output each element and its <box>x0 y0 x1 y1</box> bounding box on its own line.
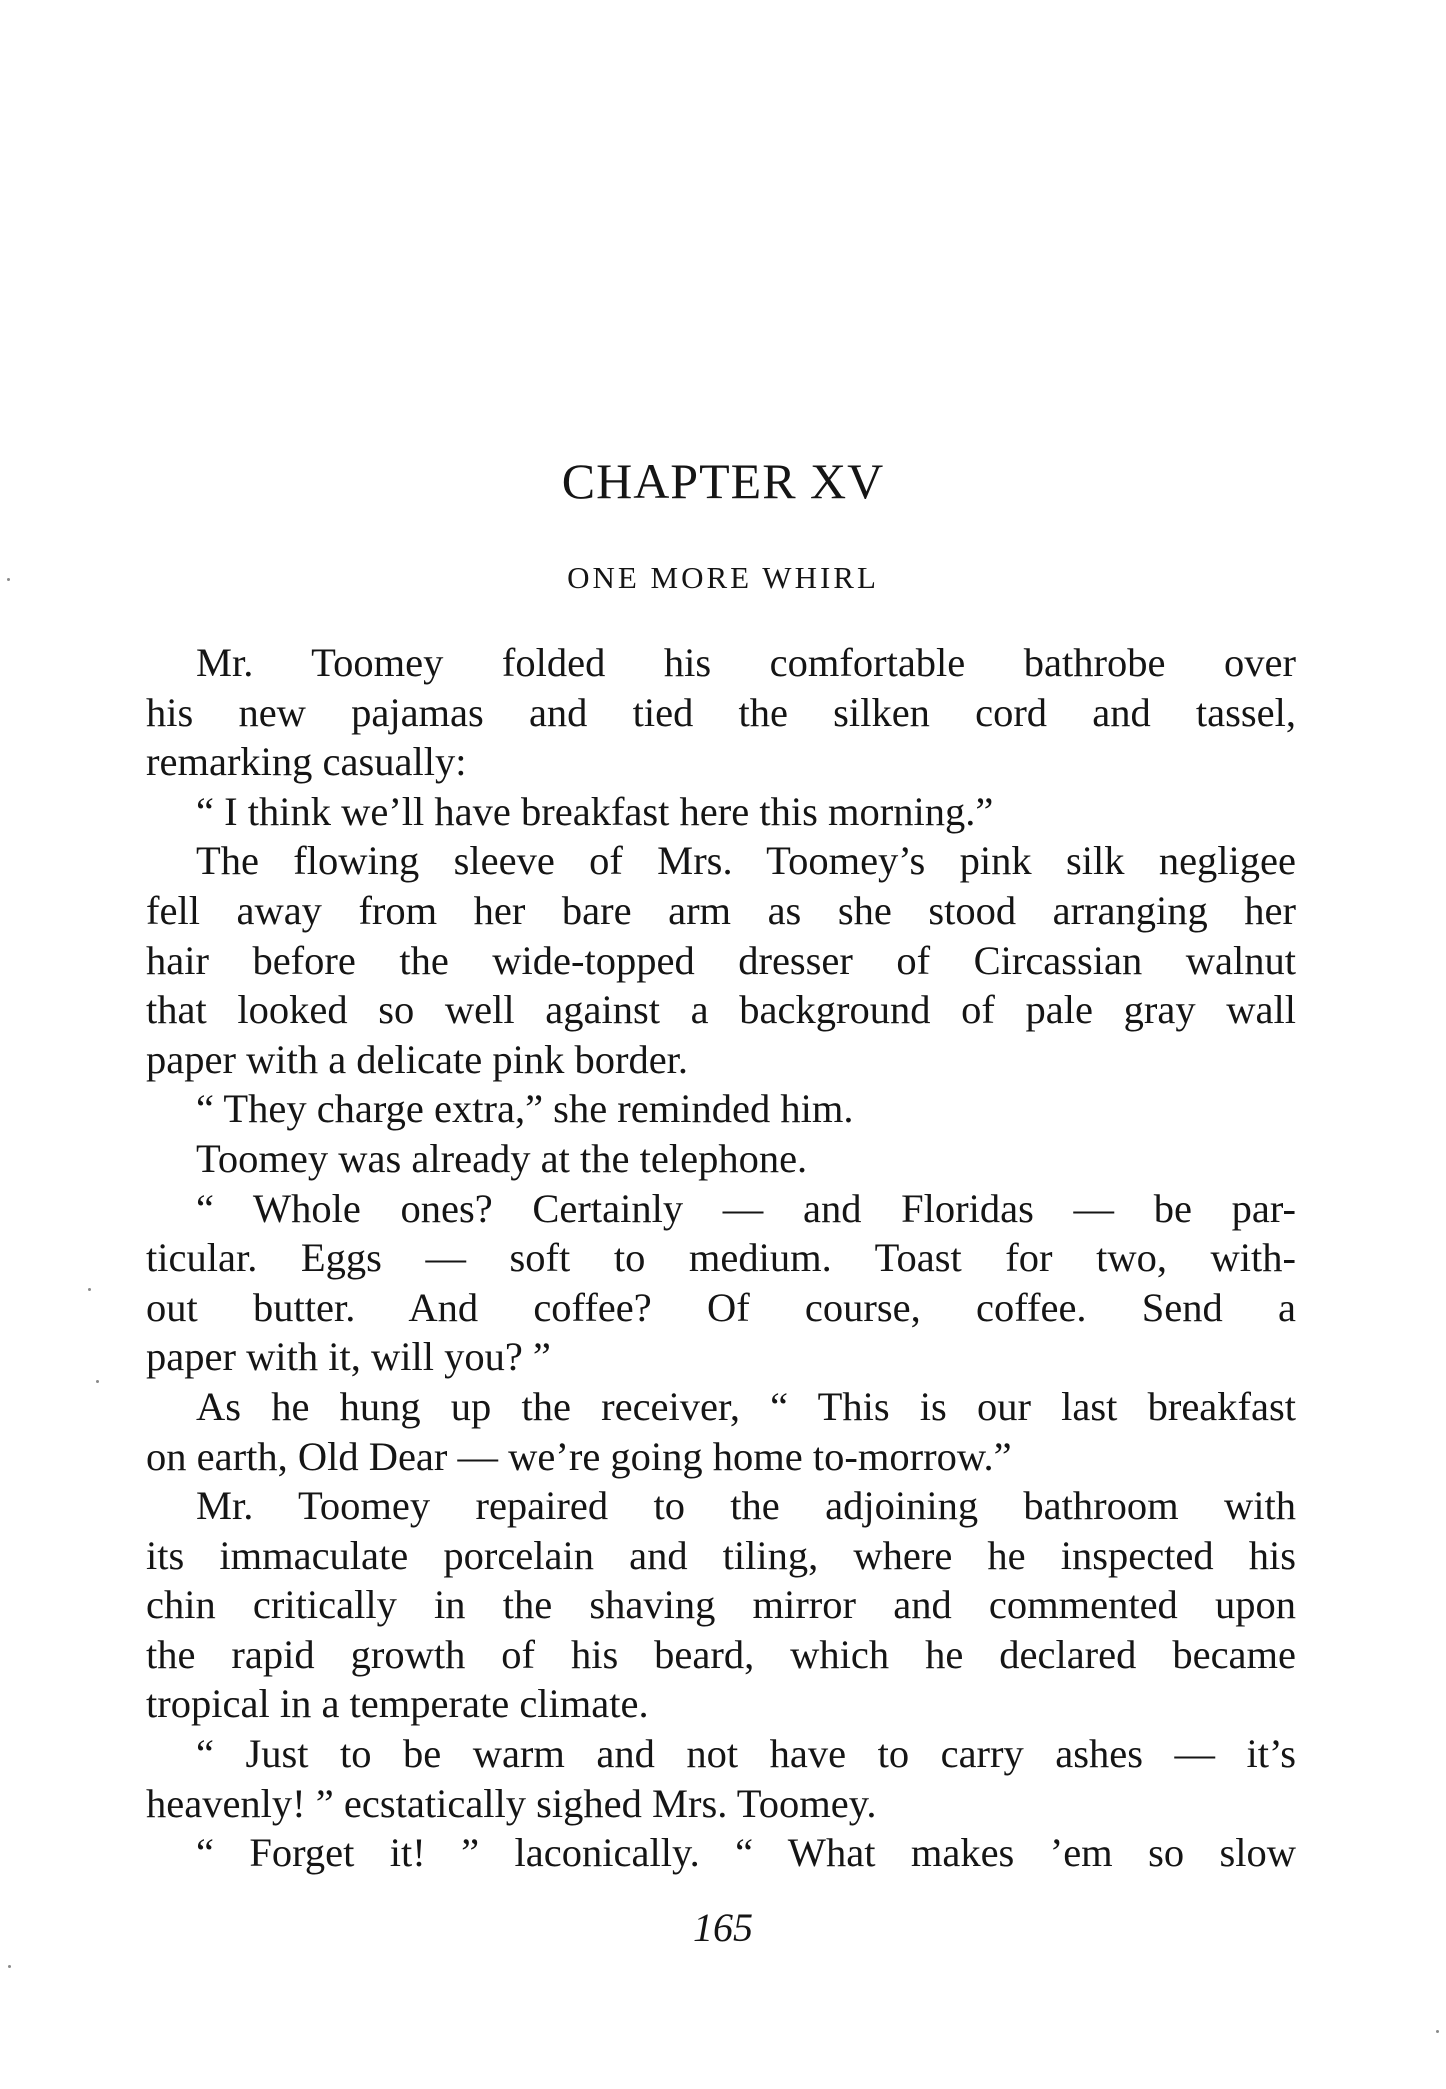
page-number: 165 <box>693 1905 753 1950</box>
text-line: ticular. Eggs — soft to medium. Toast for two, with- <box>146 1235 1296 1281</box>
chapter-subtitle: ONE MORE WHIRL <box>567 560 879 595</box>
text-line: fell away from her bare arm as she stood arranging her <box>146 887 1296 933</box>
text-line: Toomey was already at the telephone. <box>196 1135 808 1181</box>
text-line: paper with a delicate pink border. <box>146 1036 689 1082</box>
scan-speck <box>8 1965 11 1968</box>
text-line: Mr. Toomey repaired to the adjoining bathroom with <box>196 1483 1296 1529</box>
text-line: paper with it, will you? ” <box>146 1334 551 1380</box>
text-line: Mr. Toomey folded his comfortable bathrobe over <box>196 640 1296 685</box>
text-line: hair before the wide-topped dresser of Circassian walnut <box>146 937 1296 983</box>
text-line: “ I think we’ll have breakfast here this morning.” <box>196 788 994 834</box>
scan-speck <box>96 1380 99 1383</box>
text-line: his new pajamas and tied the silken cord and tassel, <box>146 689 1296 735</box>
text-line: that looked so well against a background of pale gray wall <box>146 987 1296 1033</box>
text-line: chin critically in the shaving mirror and commented upon <box>146 1582 1296 1628</box>
text-line: the rapid growth of his beard, which he declared became <box>146 1631 1296 1677</box>
text-line: The flowing sleeve of Mrs. Toomey’s pink silk negligee <box>196 838 1296 884</box>
text-line: remarking casually: <box>146 739 467 785</box>
text-line: tropical in a temperate climate. <box>146 1681 649 1727</box>
text-line: out butter. And coffee? Of course, coffee. Send a <box>146 1284 1296 1330</box>
scan-speck <box>1436 2030 1439 2033</box>
text-line: “ Whole ones? Certainly — and Floridas — be par- <box>196 1185 1296 1231</box>
text-line: heavenly! ” ecstatically sighed Mrs. Toomey. <box>146 1780 877 1826</box>
scan-speck <box>7 578 10 581</box>
text-line: “ They charge extra,” she reminded him. <box>196 1086 854 1132</box>
text-line: on earth, Old Dear — we’re going home to-morrow.” <box>146 1433 1012 1479</box>
text-line: “ Forget it! ” laconically. “ What makes ’em so slow <box>196 1830 1296 1876</box>
text-line: As he hung up the receiver, “ This is our last breakfast <box>196 1383 1296 1429</box>
text-line: its immaculate porcelain and tiling, where he inspected his <box>146 1532 1296 1578</box>
scan-speck <box>88 1288 91 1291</box>
chapter-title: CHAPTER XV <box>561 453 885 509</box>
text-line: “ Just to be warm and not have to carry ashes — it’s <box>196 1731 1296 1777</box>
chapter-body-text <box>146 638 1296 1878</box>
